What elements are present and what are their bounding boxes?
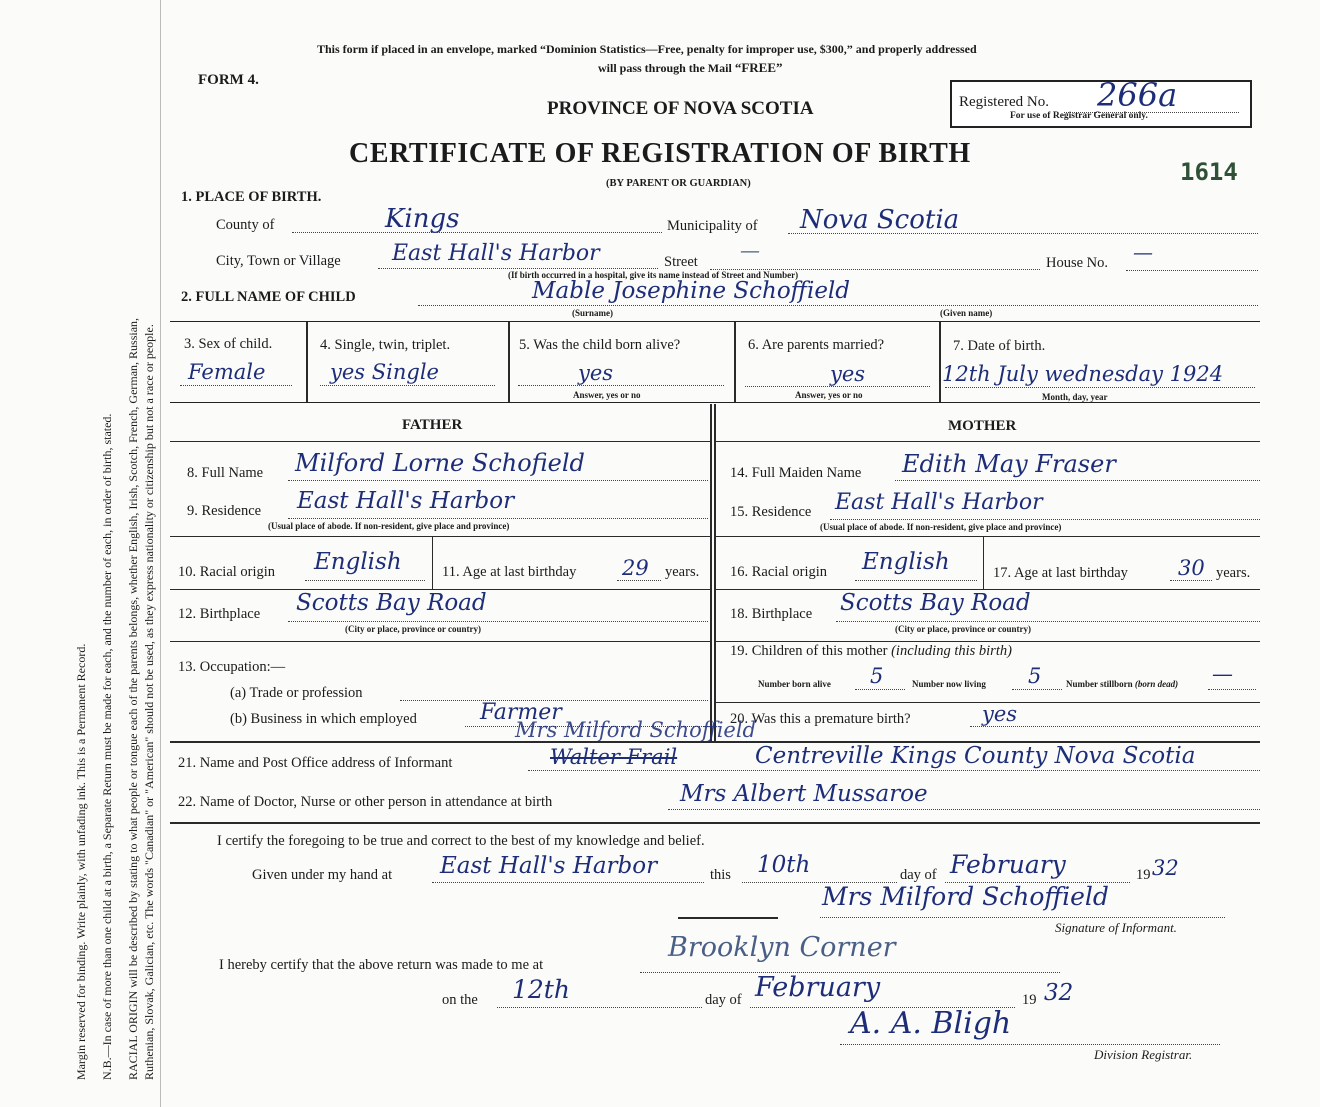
father-residence-note: (Usual place of abode. If non-resident, give place and province)	[268, 521, 510, 531]
father-name-value: Milford Lorne Schofield	[295, 449, 585, 477]
born-alive-value: yes	[578, 361, 614, 385]
registrar-year-prefix: 19	[1022, 992, 1037, 1008]
given-this-label: this	[710, 867, 731, 883]
divider	[306, 322, 308, 402]
mother-heading: MOTHER	[948, 418, 1017, 434]
mother-birthplace-value: Scotts Bay Road	[840, 590, 1031, 616]
father-birthplace-note: (City or place, province or country)	[345, 624, 481, 634]
registrar-role: Division Registrar.	[1094, 1047, 1193, 1062]
rule	[678, 917, 778, 919]
parents-divider	[714, 404, 716, 741]
street-value: —	[740, 238, 760, 262]
divider	[508, 322, 510, 402]
registrar-month: February	[755, 972, 881, 1003]
father-race-label: 10. Racial origin	[178, 564, 276, 580]
registered-number-label: Registered No.	[959, 94, 1049, 110]
registered-number-box	[950, 76, 1252, 128]
date-of-birth-value: 12th July wednesday 1924	[942, 362, 1224, 386]
registrar-dayof-label: day of	[705, 992, 742, 1008]
divider	[432, 536, 433, 589]
registrar-signature: A. A. Bligh	[850, 1006, 1012, 1041]
margin-line-3: RACIAL ORIGIN will be described by stating to what people or tongue each of the parents belongs, whether English, Irish, Scotch, French, German, Russian,	[126, 317, 140, 1080]
business-value: Farmer	[480, 700, 562, 725]
now-living-label: Number now living	[912, 679, 986, 689]
parents-married-note: Answer, yes or no	[795, 390, 863, 400]
stillborn-count: —	[1212, 662, 1233, 686]
mother-name-value: Edith May Fraser	[902, 450, 1116, 478]
house-number-value: —	[1133, 240, 1153, 264]
father-heading: FATHER	[402, 417, 463, 433]
given-day: 10th	[757, 852, 811, 878]
surname-note: (Surname)	[572, 308, 613, 318]
divider	[983, 536, 984, 589]
mail-notice-2: will pass through the Mail “FREE”	[598, 60, 783, 75]
rule	[170, 441, 710, 442]
father-birthplace-value: Scotts Bay Road	[296, 590, 487, 616]
now-living-count: 5	[1028, 664, 1042, 688]
signature-label: Signature of Informant.	[1055, 920, 1177, 935]
county-value: Kings	[385, 204, 460, 234]
municipality-value: Nova Scotia	[800, 205, 960, 235]
stamp-number: 1614	[1180, 158, 1238, 186]
registered-number-note: For use of Registrar General only.	[1010, 111, 1148, 121]
hospital-note: (If birth occurred in a hospital, give its name instead of Street and Number)	[508, 270, 799, 280]
doctor-value: Mrs Albert Mussaroe	[680, 781, 928, 807]
child-name-label: 2. FULL NAME OF CHILD	[181, 289, 356, 305]
registrar-year: 32	[1044, 980, 1074, 1006]
mother-birthplace-note: (City or place, province or country)	[895, 624, 1031, 634]
margin-line-2: N.B.—In case of more than one child at a birth, a Separate Return must be made for each, and the number of each, in order of birth, stated.	[100, 413, 114, 1080]
house-number-label: House No.	[1046, 255, 1109, 271]
registrar-day: 12th	[512, 975, 570, 1004]
margin-line-4: Ruthenian, Slovak, Galician, etc. The words "Canadian" or "American" should not be used, as they express nationality or citizenship but not a race or people.	[142, 324, 156, 1080]
child-name-value: Mable Josephine Schoffield	[532, 278, 851, 304]
born-alive-note: Answer, yes or no	[573, 390, 641, 400]
given-under-label: Given under my hand at	[252, 867, 393, 883]
registrar-on-label: on the	[442, 992, 478, 1008]
born-alive-count-label: Number born alive	[758, 679, 831, 689]
given-month: February	[950, 850, 1066, 879]
informant-signature: Mrs Milford Schoffield	[822, 882, 1109, 911]
given-name-note: (Given name)	[940, 308, 993, 318]
certify-statement: I certify the foregoing to be true and correct to the best of my knowledge and belief.	[217, 833, 705, 849]
mother-race-label: 16. Racial origin	[730, 564, 828, 580]
children-label: 19. Children of this mother (including this birth)	[730, 643, 1012, 659]
mail-notice-1: This form if placed in an envelope, marked “Dominion Statistics—Free, penalty for improper use, $300,” and properly addressed	[317, 42, 977, 56]
rule	[170, 536, 710, 537]
informant-address: Centreville Kings County Nova Scotia	[755, 743, 1196, 769]
date-of-birth-note: Month, day, year	[1042, 392, 1108, 402]
mother-residence-label: 15. Residence	[730, 504, 812, 520]
date-of-birth-label: 7. Date of birth.	[953, 338, 1046, 354]
province-heading: PROVINCE OF NOVA SCOTIA	[547, 98, 814, 119]
certificate-subtitle: (BY PARENT OR GUARDIAN)	[606, 178, 751, 189]
father-age-unit: years.	[665, 564, 700, 580]
city-label: City, Town or Village	[216, 253, 341, 269]
parents-married-value: yes	[830, 362, 866, 386]
rule	[716, 441, 1260, 442]
plurality-value: yes Single	[330, 360, 439, 384]
informant-struck: Walter Frail	[550, 745, 678, 769]
given-year-prefix: 19	[1136, 867, 1151, 883]
registrar-certify-label: I hereby certify that the above return was made to me at	[219, 957, 544, 973]
mother-age-value: 30	[1178, 556, 1205, 580]
trade-label: (a) Trade or profession	[230, 685, 363, 701]
rule	[716, 536, 1260, 537]
given-place: East Hall's Harbor	[440, 853, 658, 879]
registered-number-value: 266a	[1097, 76, 1178, 114]
informant-label: 21. Name and Post Office address of Informant	[178, 755, 453, 771]
occupation-label: 13. Occupation:—	[178, 659, 286, 675]
father-name-label: 8. Full Name	[187, 465, 264, 481]
father-age-label: 11. Age at last birthday	[442, 564, 577, 580]
mother-residence-value: East Hall's Harbor	[835, 490, 1043, 515]
certificate-title: CERTIFICATE OF REGISTRATION OF BIRTH	[349, 138, 971, 169]
plurality-label: 4. Single, twin, triplet.	[320, 337, 451, 353]
county-label: County of	[216, 217, 275, 233]
premature-label: 20. Was this a premature birth?	[730, 711, 911, 727]
city-value: East Hall's Harbor	[392, 241, 600, 266]
municipality-label: Municipality of	[667, 218, 758, 234]
doctor-label: 22. Name of Doctor, Nurse or other person in attendance at birth	[178, 794, 553, 810]
born-alive-count: 5	[870, 664, 884, 688]
premature-value: yes	[982, 702, 1018, 726]
rule	[170, 641, 710, 642]
parents-married-label: 6. Are parents married?	[748, 337, 885, 353]
sex-value: Female	[188, 360, 266, 384]
father-birthplace-label: 12. Birthplace	[178, 606, 261, 622]
given-dayof-label: day of	[900, 867, 937, 883]
rule	[170, 822, 1260, 824]
mother-name-label: 14. Full Maiden Name	[730, 465, 862, 481]
informant-inserted: Mrs Milford Schoffield	[515, 718, 756, 742]
divider	[734, 322, 736, 402]
given-year: 32	[1152, 856, 1179, 880]
margin-line-1: Margin reserved for binding. Write plainly, with unfading ink. This is a Permanent Record.	[74, 643, 88, 1080]
registrar-place: Brooklyn Corner	[668, 932, 896, 963]
mother-race-value: English	[862, 549, 950, 575]
father-race-value: English	[314, 549, 402, 575]
place-of-birth-heading: 1. PLACE OF BIRTH.	[181, 189, 322, 205]
binding-margin-line	[160, 0, 161, 1107]
father-residence-label: 9. Residence	[187, 503, 262, 519]
street-label: Street	[664, 254, 698, 270]
rule	[716, 641, 1260, 642]
mother-age-label: 17. Age at last birthday	[993, 565, 1128, 581]
mother-age-unit: years.	[1216, 565, 1251, 581]
born-alive-label: 5. Was the child born alive?	[519, 337, 681, 353]
father-residence-value: East Hall's Harbor	[297, 488, 515, 514]
parents-divider	[710, 404, 712, 741]
divider	[939, 322, 941, 402]
form-number: FORM 4.	[198, 72, 259, 88]
mother-residence-note: (Usual place of abode. If non-resident, give place and province)	[820, 522, 1062, 532]
father-age-value: 29	[622, 556, 649, 580]
mother-birthplace-label: 18. Birthplace	[730, 606, 813, 622]
sex-label: 3. Sex of child.	[184, 336, 273, 352]
stillborn-label: Number stillborn (born dead)	[1066, 679, 1179, 689]
business-label: (b) Business in which employed	[230, 711, 417, 727]
margin-instructions	[8, 0, 158, 1080]
